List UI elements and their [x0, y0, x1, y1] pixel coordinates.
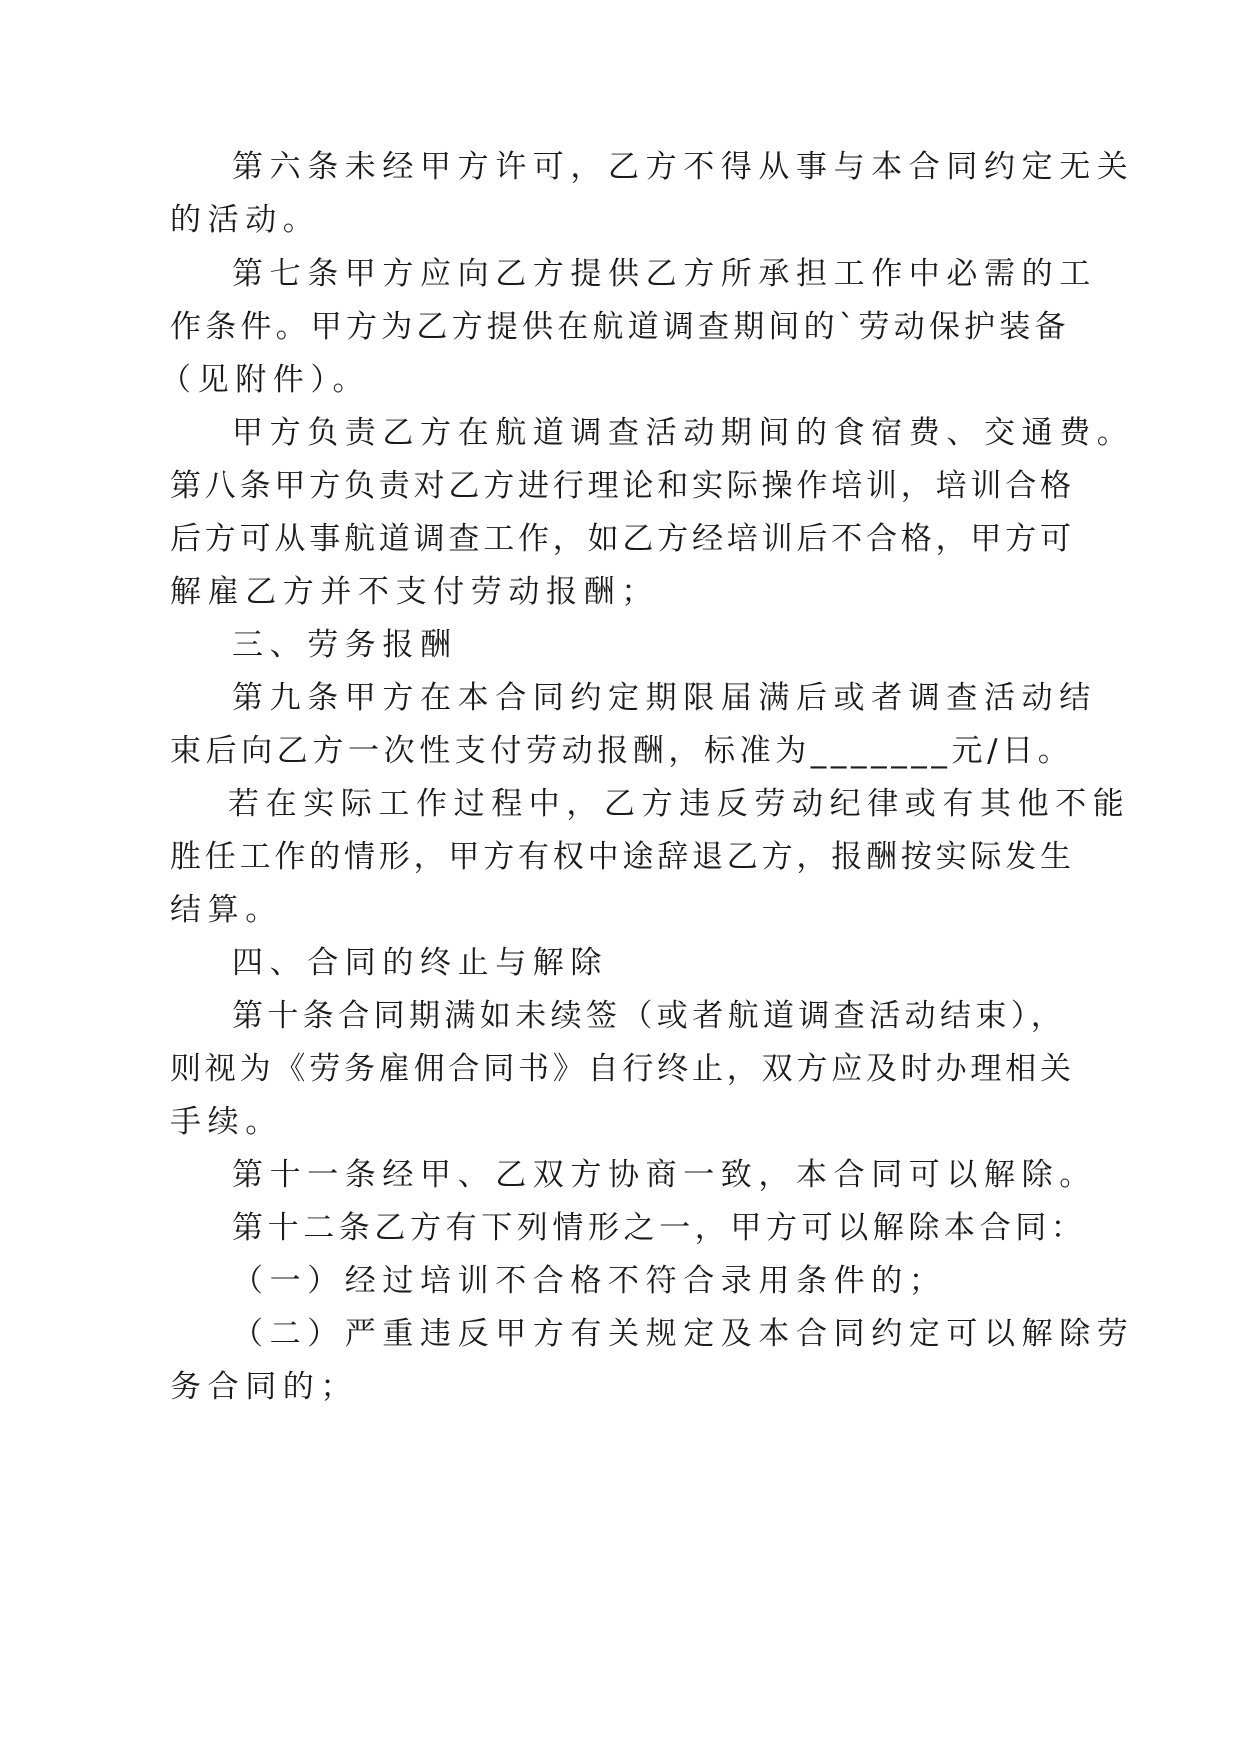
line-article8-2: 后方可从事航道调查工作，如乙方经培训后不合格，甲方可 [170, 521, 1075, 557]
line-article9-4: 胜任工作的情形，甲方有权中途辞退乙方，报酬按实际发生 [170, 839, 1075, 875]
line-article12: 第十二条乙方有下列情形之一，甲方可以解除本合同： [232, 1210, 1087, 1246]
section-heading-remuneration: 三、劳务报酬 [232, 627, 458, 663]
line-article6-1: 第六条未经甲方许可，乙方不得从事与本合同约定无关 [232, 149, 1135, 185]
line-article10-3: 手续。 [170, 1104, 283, 1140]
line-article9-5: 结算。 [170, 892, 283, 928]
line-article9-3: 若在实际工作过程中，乙方违反劳动纪律或有其他不能 [228, 786, 1131, 822]
line-article8-3: 解雇乙方并不支付劳动报酬； [170, 574, 659, 610]
line-article9-2: 束后向乙方一次性支付劳动报酬，标准为_______元/日。 [170, 733, 1074, 769]
line-article10-1: 第十条合同期满如未续签（或者航道调查活动结束）， [232, 998, 1067, 1034]
line-article8-1: 第八条甲方负责对乙方进行理论和实际操作培训，培训合格 [170, 468, 1075, 504]
line-article7-1: 第七条甲方应向乙方提供乙方所承担工作中必需的工 [232, 256, 1097, 292]
line-article7-4: 甲方负责乙方在航道调查活动期间的食宿费、交通费。 [232, 415, 1135, 451]
line-article10-2: 则视为《劳务雇佣合同书》自行终止，双方应及时办理相关 [170, 1051, 1075, 1087]
section-heading-termination: 四、合同的终止与解除 [232, 945, 608, 981]
line-article12-item1: （一）经过培训不合格不符合录用条件的； [232, 1263, 947, 1299]
line-article9-1: 第九条甲方在本合同约定期限届满后或者调查活动结 [232, 680, 1097, 716]
line-article12-item2-2: 务合同的； [170, 1369, 358, 1405]
line-article12-item2-1: （二）严重违反甲方有关规定及本合同约定可以解除劳 [232, 1316, 1135, 1352]
line-article7-2: 作条件。甲方为乙方提供在航道调查期间的`劳动保护装备 [170, 309, 1070, 345]
line-article11: 第十一条经甲、乙双方协商一致，本合同可以解除。 [232, 1157, 1097, 1193]
line-article7-3: （见附件）。 [160, 362, 371, 398]
line-article6-2: 的活动。 [170, 202, 321, 238]
